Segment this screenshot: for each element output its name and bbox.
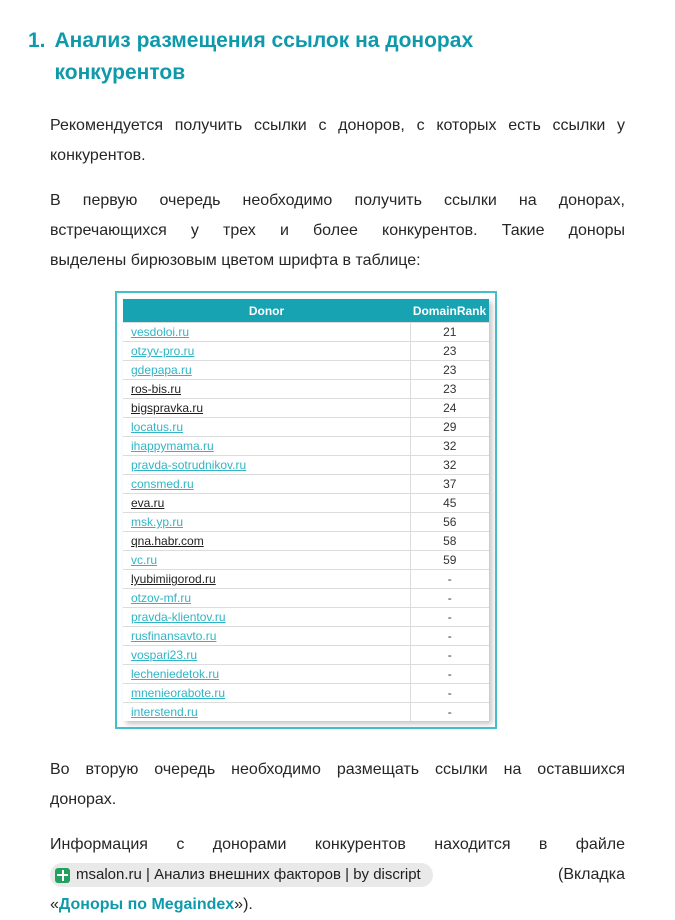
paragraph-file-info [50, 830, 625, 920]
donor-cell [123, 665, 410, 684]
donor-link[interactable]: interstend.ru [131, 705, 198, 719]
section-heading [28, 25, 625, 89]
paragraph-line: донорах. [50, 791, 117, 808]
domain-rank-value: 45 [410, 494, 489, 513]
donor-cell [123, 627, 410, 646]
domain-rank-value: 23 [410, 361, 489, 380]
table-row [123, 608, 489, 627]
paragraph-line: Во вторую очередь необходимо размещать ссылки на оставшихся [50, 761, 625, 778]
domain-rank-value: 32 [410, 437, 489, 456]
donor-cell [123, 323, 410, 342]
table-row [123, 437, 489, 456]
donor-link[interactable]: vesdoloi.ru [131, 325, 190, 339]
donor-link[interactable]: otzyv-pro.ru [131, 344, 195, 358]
donor-link[interactable]: vc.ru [131, 553, 158, 567]
column-header-donor: Donor [123, 299, 410, 323]
donor-link[interactable]: ihappymama.ru [131, 439, 214, 453]
table-row [123, 494, 489, 513]
donor-cell [123, 399, 410, 418]
paragraph-line: встречающихся у трех и более конкурентов. Такие доноры [50, 222, 625, 239]
table-row [123, 551, 489, 570]
domain-rank-value: - [410, 665, 489, 684]
spreadsheet-icon [55, 868, 70, 883]
donor-cell [123, 475, 410, 494]
donors-megaindex-tab-link[interactable]: Доноры по Megaindex [58, 896, 235, 913]
table-row [123, 418, 489, 437]
column-header-domainrank: DomainRank [410, 299, 489, 323]
donor-cell [123, 684, 410, 703]
donor-link[interactable]: vospari23.ru [131, 648, 198, 662]
table-row [123, 456, 489, 475]
table-row [123, 589, 489, 608]
paragraph-line: конкурентов. [50, 147, 146, 164]
donor-cell [123, 456, 410, 475]
table-header-row [123, 299, 489, 323]
donor-link[interactable]: otzov-mf.ru [131, 591, 192, 605]
donor-table [123, 299, 489, 721]
table-row [123, 646, 489, 665]
donor-cell [123, 494, 410, 513]
paragraph-line: Рекомендуется получить ссылки с доноров, с которых есть ссылки у [50, 117, 625, 134]
donor-table-image [115, 291, 497, 729]
domain-rank-value: - [410, 570, 489, 589]
donor-cell [123, 608, 410, 627]
donor-link[interactable]: mnenieorabote.ru [131, 686, 226, 700]
domain-rank-value: 23 [410, 380, 489, 399]
domain-rank-value: - [410, 589, 489, 608]
domain-rank-value: 21 [410, 323, 489, 342]
donor-cell [123, 342, 410, 361]
table-row [123, 703, 489, 722]
donor-cell [123, 551, 410, 570]
page-title: Анализ размещения ссылок на донорах конкурентов [54, 29, 474, 84]
table-row [123, 684, 489, 703]
paragraph-recommendation [50, 111, 625, 171]
donor-link[interactable]: gdepapa.ru [131, 363, 192, 377]
paragraph-line: В первую очередь необходимо получить ссылки на донорах, [50, 192, 625, 209]
table-row [123, 342, 489, 361]
domain-rank-value: 29 [410, 418, 489, 437]
table-row [123, 513, 489, 532]
table-row [123, 570, 489, 589]
donor-link[interactable]: lecheniedetok.ru [131, 667, 220, 681]
table-row [123, 627, 489, 646]
donor-table-body [123, 323, 489, 722]
donor-cell [123, 361, 410, 380]
donor-link[interactable]: pravda-sotrudnikov.ru [131, 458, 247, 472]
table-row [123, 380, 489, 399]
donor-link[interactable]: msk.yp.ru [131, 515, 184, 529]
domain-rank-value: 32 [410, 456, 489, 475]
donor-link[interactable]: rusfinansavto.ru [131, 629, 217, 643]
donor-link[interactable]: eva.ru [131, 496, 165, 510]
domain-rank-value: - [410, 627, 489, 646]
donor-link[interactable]: ros-bis.ru [131, 382, 182, 396]
table-row [123, 361, 489, 380]
donor-link[interactable]: pravda-klientov.ru [131, 610, 226, 624]
domain-rank-value: - [410, 608, 489, 627]
domain-rank-value: - [410, 684, 489, 703]
donor-link[interactable]: qna.habr.com [131, 534, 204, 548]
domain-rank-value: 58 [410, 532, 489, 551]
heading-number: 1. [28, 29, 46, 52]
domain-rank-value: 23 [410, 342, 489, 361]
table-row [123, 399, 489, 418]
donor-cell [123, 589, 410, 608]
donor-cell [123, 703, 410, 722]
table-row [123, 475, 489, 494]
quote-close: »). [234, 896, 253, 913]
after-chip-text: (Вкладка [558, 866, 625, 883]
donor-cell [123, 418, 410, 437]
paragraph-first-priority [50, 186, 625, 276]
file-chip-line [50, 860, 625, 890]
donor-link[interactable]: consmed.ru [131, 477, 194, 491]
donor-cell [123, 513, 410, 532]
donor-cell [123, 380, 410, 399]
donor-cell [123, 532, 410, 551]
paragraph-line: выделены бирюзовым цветом шрифта в таблице: [50, 252, 421, 269]
domain-rank-value: 24 [410, 399, 489, 418]
domain-rank-value: 56 [410, 513, 489, 532]
paragraph-line [50, 890, 625, 920]
donor-cell [123, 570, 410, 589]
donor-link[interactable]: locatus.ru [131, 420, 184, 434]
quote-open: « [50, 896, 59, 913]
donor-cell [123, 437, 410, 456]
paragraph-line: Информация с донорами конкурентов находится в файле [50, 836, 625, 853]
donor-link[interactable]: bigspravka.ru [131, 401, 204, 415]
paragraph-second-priority [50, 755, 625, 815]
domain-rank-value: - [410, 703, 489, 722]
donor-cell [123, 646, 410, 665]
domain-rank-value: - [410, 646, 489, 665]
domain-rank-value: 37 [410, 475, 489, 494]
table-row [123, 665, 489, 684]
domain-rank-value: 59 [410, 551, 489, 570]
file-chip-label: msalon.ru | Анализ внешних факторов | by discript [76, 866, 421, 883]
table-row [123, 323, 489, 342]
donor-link[interactable]: lyubimiigorod.ru [131, 572, 216, 586]
file-chip[interactable] [50, 863, 433, 887]
table-row [123, 532, 489, 551]
